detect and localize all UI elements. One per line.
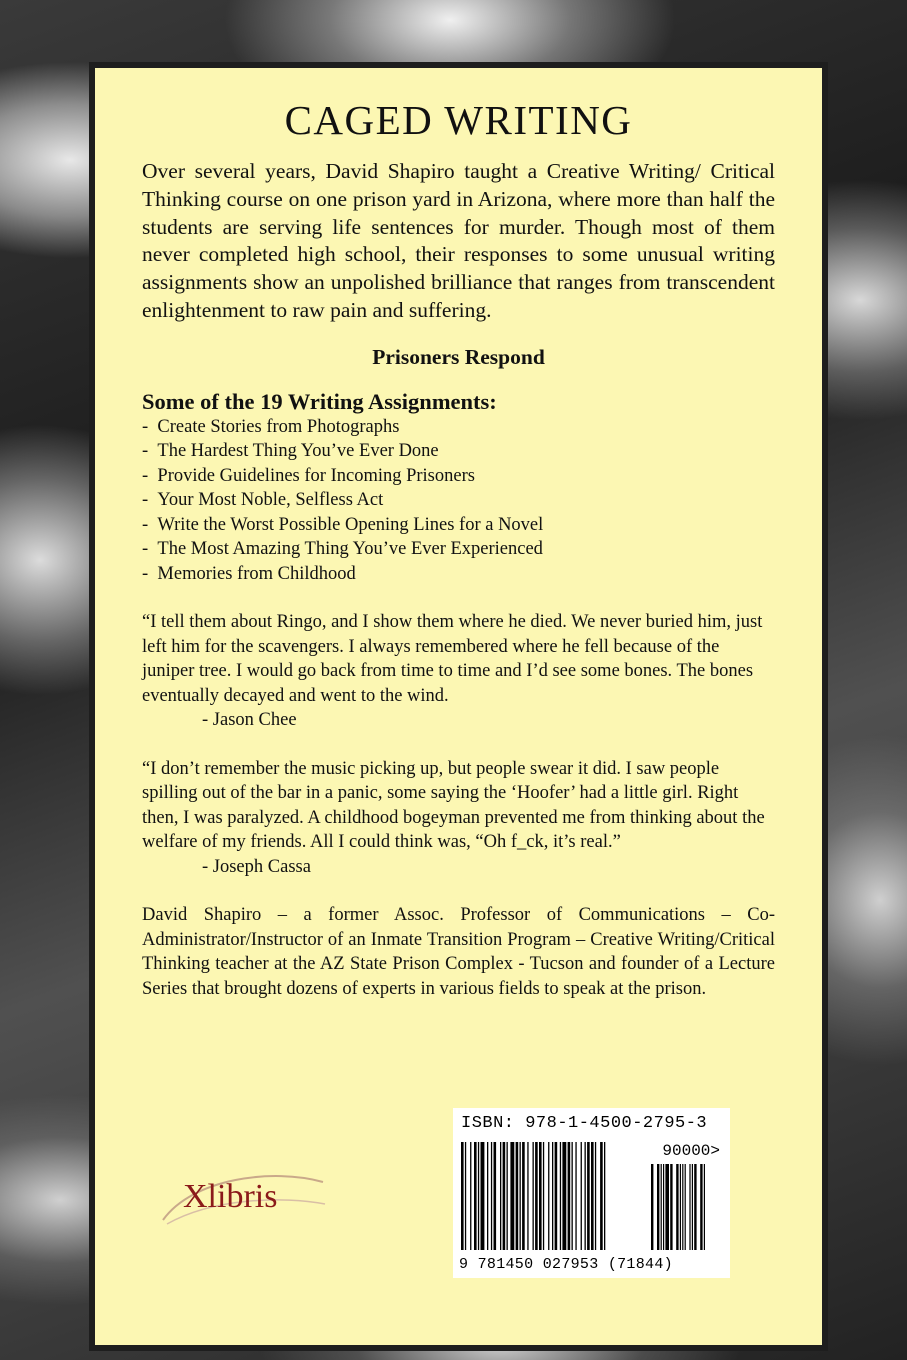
list-item: - Provide Guidelines for Incoming Prisoners xyxy=(142,464,775,489)
isbn-label: ISBN: 978-1-4500-2795-3 xyxy=(461,1114,708,1133)
assignments-list xyxy=(142,415,775,587)
isbn-barcode xyxy=(453,1108,730,1278)
list-item: - Write the Worst Possible Opening Lines for a Novel xyxy=(142,513,775,538)
subhead: Prisoners Respond xyxy=(372,344,545,369)
list-item: - Memories from Childhood xyxy=(142,562,775,587)
quote-author: - Jason Chee xyxy=(202,710,297,731)
quote-text: “I don’t remember the music picking up, but people swear it did. I saw people spilling out of the bar in a panic, some saying the ‘Hoofer’ had a little girl. Right then, I was paralyzed. A childhood bogeyman prevented me from thinking about the welfare of my friends. All I could think was, “Oh f_ck, it’s real.” xyxy=(142,758,765,853)
publisher-logo xyxy=(153,1168,333,1228)
quote-text: “I tell them about Ringo, and I show them where he died. We never buried him, just left him for the scavengers. I always remembered where he fell because of the juniper tree. I would go back from time to time and I’d see some bones. The bones eventually decayed and went to the wind. xyxy=(142,612,763,706)
assignments-section xyxy=(142,388,775,587)
quote-chee xyxy=(142,610,775,733)
list-item: - The Hardest Thing You’ve Ever Done xyxy=(142,439,775,464)
intro-paragraph: Over several years, David Shapiro taught a Creative Writing/ Critical Thinking course on one prison yard in Arizona, where more than half the students are serving life sentences for murder. Though most of them never completed high school, their responses to some unusual writing assignments show an unpolished brilliance that ranges from transcendent enlightenment to raw pain and suffering. xyxy=(142,159,775,322)
barcode-bars xyxy=(461,1142,721,1254)
quote-cassa xyxy=(142,757,775,880)
barcode-digits: 9 781450 027953 (71844) xyxy=(459,1256,673,1273)
list-item: - Create Stories from Photographs xyxy=(142,415,775,440)
publisher-name: Xlibris xyxy=(183,1178,278,1215)
list-item: - Your Most Noble, Selfless Act xyxy=(142,488,775,513)
list-item: - The Most Amazing Thing You’ve Ever Experienced xyxy=(142,537,775,562)
back-cover-panel xyxy=(95,68,822,1345)
book-title: CAGED WRITING xyxy=(284,97,633,143)
price-code: 90000> xyxy=(662,1142,720,1160)
author-bio: David Shapiro – a former Assoc. Professor of Communications – Co-Administrator/Instructor of an Inmate Transition Program – Creative Writing/Critical Thinking teacher at the AZ State Prison Complex - Tucson and founder of a Lecture Series that brought dozens of experts in various fields to speak at the prison. xyxy=(142,905,775,999)
assignments-heading: Some of the 19 Writing Assignments: xyxy=(142,388,497,414)
quote-author: - Joseph Cassa xyxy=(202,856,311,877)
